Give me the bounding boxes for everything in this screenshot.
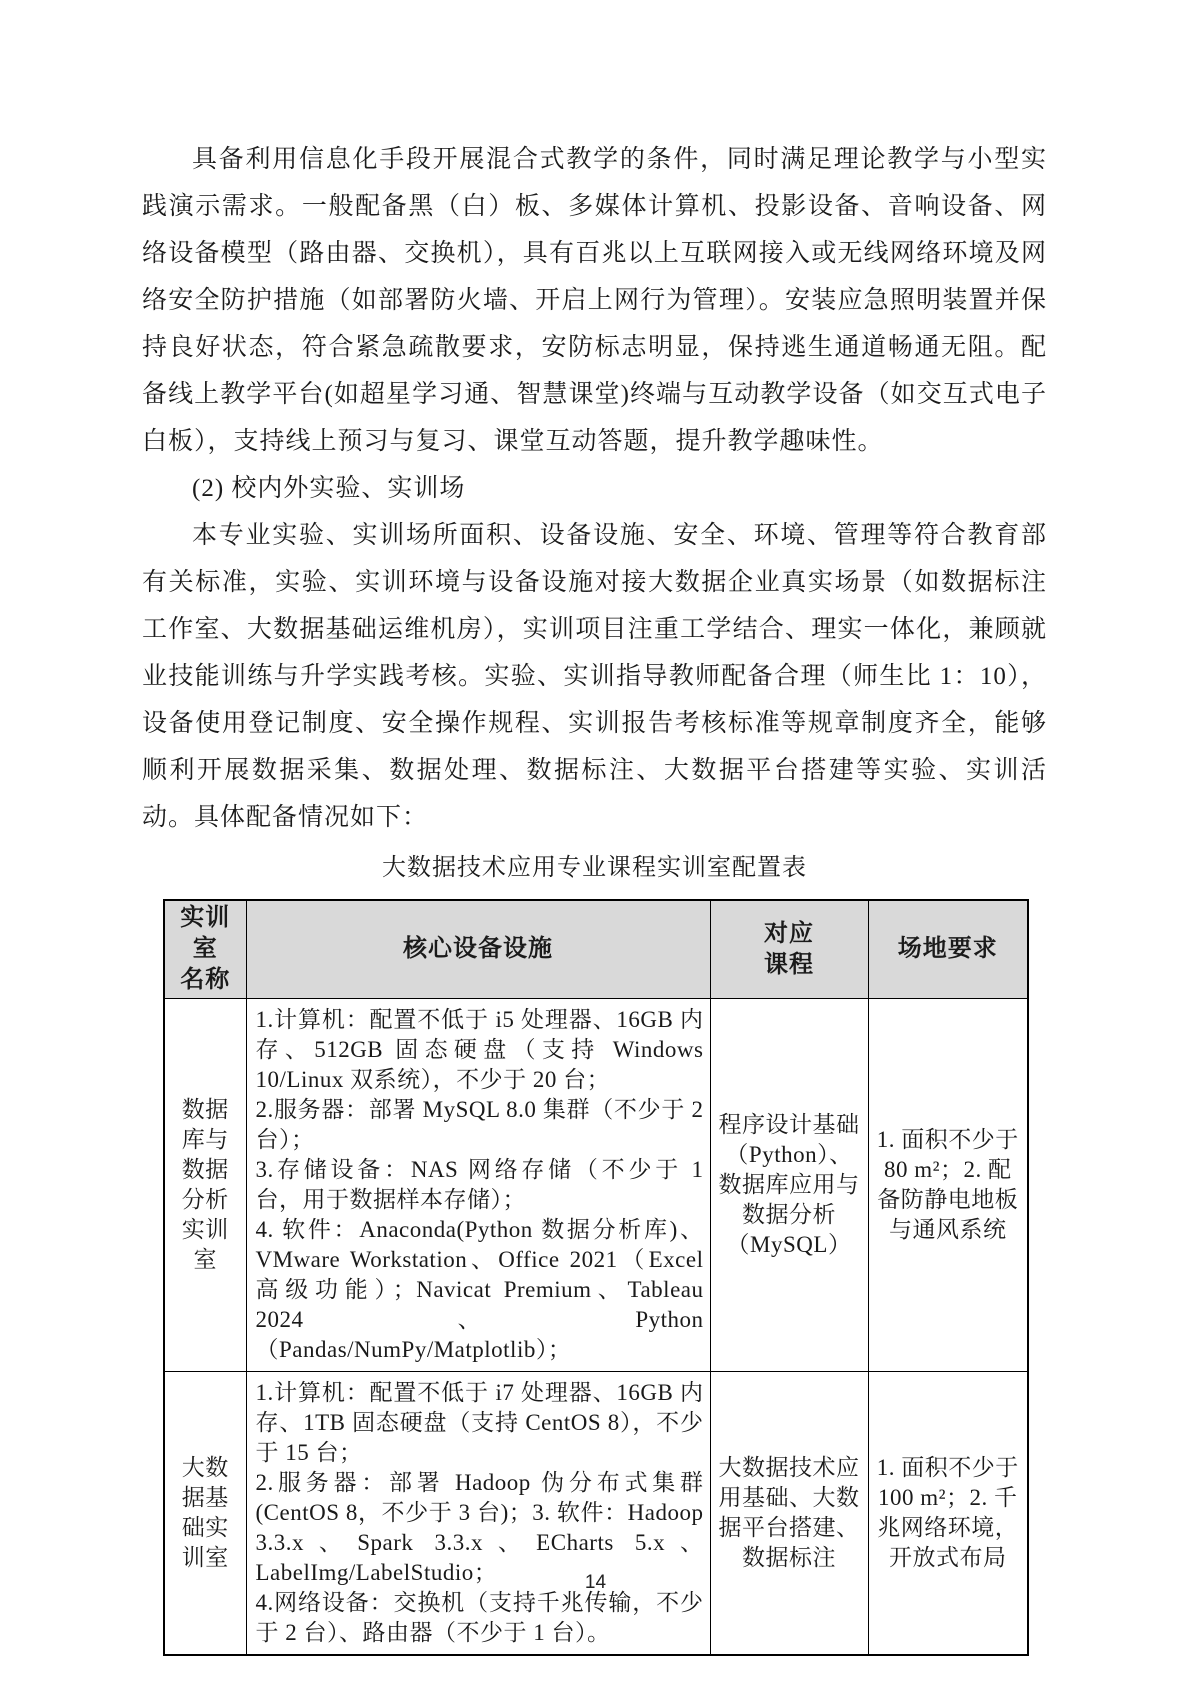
paragraph-classroom-conditions: 具备利用信息化手段开展混合式教学的条件，同时满足理论教学与小型实践演示需求。一般配备黑（白）板、多媒体计算机、投影设备、音响设备、网络设备模型（路由器、交换机），具有百兆以上互联网接入或无线网络环境及网络安全防护措施（如部署防火墙、开启上网行为管理）。安装应急照明装置并保持良好状态，符合紧急疏散要求，安防标志明显，保持逃生通道畅通无阻。配备线上教学平台(如超星学习通、智慧课堂)终端与互动教学设备（如交互式电子白板），支持线上预习与复习、课堂互动答题，提升教学趣味性。	[142, 146, 1047, 455]
table-header-row	[164, 900, 1028, 999]
site-req-cell: 1. 面积不少于 100 m²；2. 千兆网络环境，开放式布局	[868, 1372, 1028, 1656]
table-title: 大数据技术应用专业课程实训室配置表	[382, 855, 807, 881]
room-name-cell: 大数据基础实训室	[164, 1372, 246, 1656]
paragraph-lab-standards: 本专业实验、实训场所面积、设备设施、安全、环境、管理等符合教育部有关标准，实验、实训环境与设备设施对接大数据企业真实场景（如数据标注工作室、大数据基础运维机房），实训项目注重工学结合、理实一体化，兼顾就业技能训练与升学实践考核。实验、实训指导教师配备合理（师生比 1：10），设备使用登记制度、安全操作规程、实训报告考核标准等规章制度齐全，能够顺利开展数据采集、数据处理、数据标注、大数据平台搭建等实验、实训活动。具体配备情况如下：	[142, 522, 1047, 831]
courses-cell: 程序设计基础（Python）、数据库应用与数据分析（MySQL）	[710, 999, 868, 1372]
equipment-cell: 1.计算机：配置不低于 i5 处理器、16GB 内存、512GB 固态硬盘（支持 Windows 10/Linux 双系统），不少于 20 台； 2.服务器：部署 MySQL 8.0 集群（不少于 2 台）； 3.存储设备：NAS 网络存储（不少于 1 台，用于数据样本存储）； 4. 软件：Anaconda(Python 数据分析库)、VMware Workstation、Office 2021（Excel 高级功能）；Navicat Premium、Tableau 2024、Python（Pandas/NumPy/Matplotlib）；	[246, 999, 710, 1372]
courses-cell: 大数据技术应用基础、大数据平台搭建、数据标注	[710, 1372, 868, 1656]
table-row-bigdata-lab	[164, 1372, 1028, 1656]
equipment-cell: 1.计算机：配置不低于 i7 处理器、16GB 内存、1TB 固态硬盘（支持 CentOS 8），不少于 15 台； 2.服务器：部署 Hadoop 伪分布式集群(CentOS 8，不少于 3 台)；3. 软件：Hadoop 3.3.x、Spark 3.3.x、ECharts 5.x、LabelImg/LabelStudio； 4.网络设备：交换机（支持千兆传输，不少于 2 台）、路由器（不少于 1 台）。	[246, 1372, 710, 1656]
column-header-site-requirements: 场地要求	[868, 900, 1028, 999]
column-header-courses: 对应 课程	[710, 900, 868, 999]
table-row-database-lab	[164, 999, 1028, 1372]
column-header-room-name: 实训室 名称	[164, 900, 246, 999]
document-content	[142, 136, 1047, 1656]
room-name-cell: 数据库与数据分析实训室	[164, 999, 246, 1372]
site-req-cell: 1. 面积不少于 80 m²；2. 配备防静电地板与通风系统	[868, 999, 1028, 1372]
page-number: 14	[584, 1572, 607, 1593]
column-header-core-equipment: 核心设备设施	[246, 900, 710, 999]
section-heading-labs: (2) 校内外实验、实训场	[192, 475, 466, 502]
training-room-config-table	[163, 899, 1029, 1656]
